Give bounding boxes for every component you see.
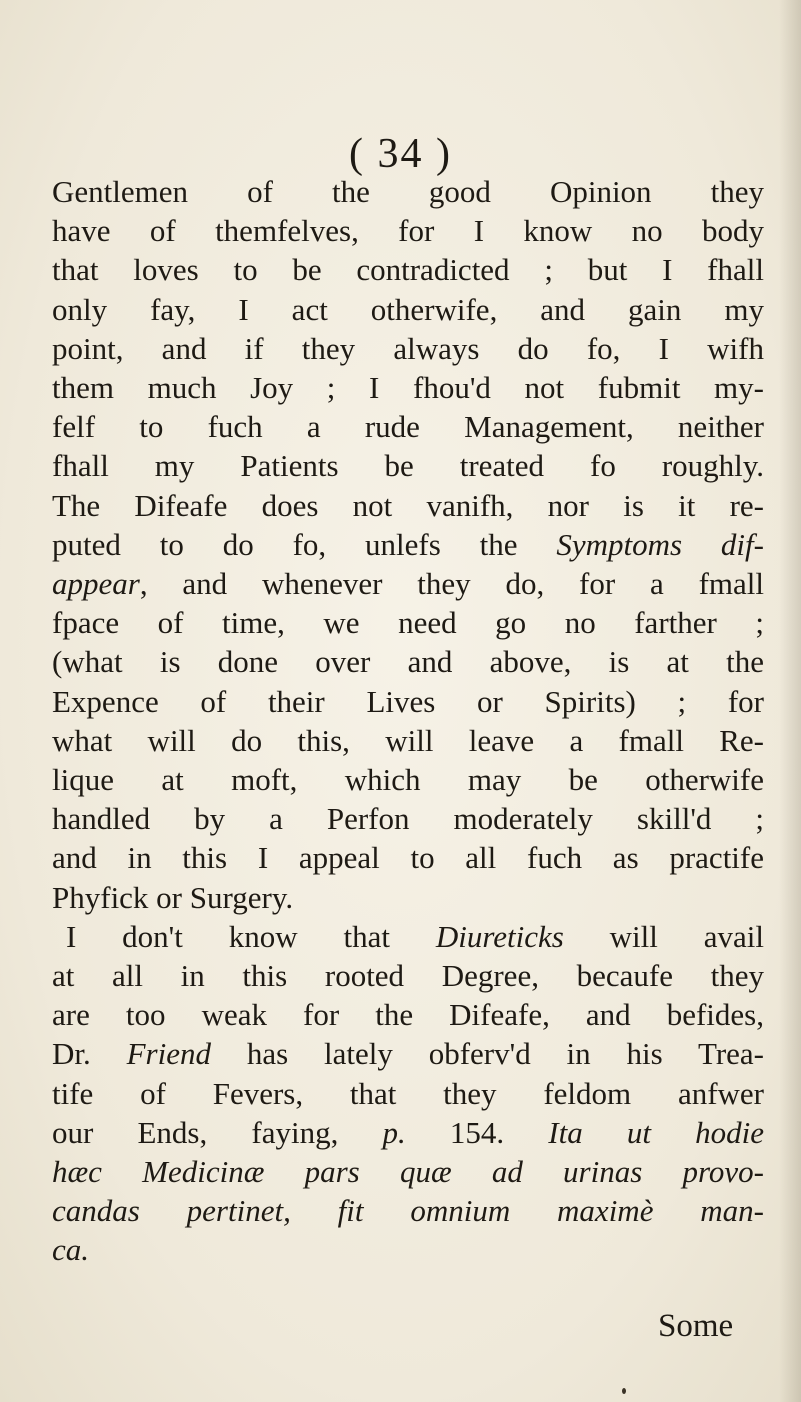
text-segment: Dr.: [52, 1036, 127, 1072]
text-line: and in this I appeal to all fuch as practife: [52, 840, 764, 876]
text-line: [52, 1034, 764, 1073]
text-segment: will avail: [563, 918, 764, 954]
text-line: have of themfelves, for I know no body: [52, 213, 764, 249]
text-line: [52, 1152, 764, 1191]
text-line: [52, 917, 764, 956]
italic-segment: Symptoms dif-: [556, 526, 764, 562]
italic-segment: ca.: [52, 1232, 90, 1268]
text-segment: has lately obferv'd in his Trea-: [210, 1036, 764, 1072]
text-line: lique at moft, which may be otherwife: [52, 762, 764, 798]
text-line: only fay, I act otherwife, and gain my: [52, 291, 764, 327]
text-line: [52, 1230, 764, 1269]
text-line: point, and if they always do fo, I wifh: [52, 330, 764, 366]
italic-segment: Friend: [126, 1036, 211, 1072]
text-line: [52, 1113, 764, 1152]
text-line: [52, 564, 764, 603]
ink-speck: [622, 1388, 626, 1394]
text-line: (what is done over and above, is at the: [52, 644, 764, 680]
text-line: Gentlemen of the good Opinion they: [52, 174, 764, 209]
text-line: handled by a Perfon moderately skill'd ;: [52, 801, 764, 837]
text-line: at all in this rooted Degree, becaufe they: [52, 958, 764, 994]
catchword: Some: [658, 1308, 734, 1344]
text-segment: I don't know that: [66, 918, 436, 954]
italic-segment: Ita ut hodie: [548, 1114, 765, 1150]
text-segment: our Ends, faying,: [52, 1114, 383, 1150]
text-line: [52, 1191, 764, 1230]
italic-segment: Diureticks: [435, 918, 564, 954]
text-segment: puted to do fo, unlefs the: [52, 526, 557, 562]
text-line: Expence of their Lives or Spirits) ; for: [52, 683, 764, 719]
text-line: felf to fuch a rude Management, neither: [52, 409, 764, 445]
text-line: fhall my Patients be treated fo roughly.: [52, 448, 764, 484]
italic-segment: candas pertinet, fit omnium maximè man-: [52, 1193, 764, 1229]
italic-segment: hæc Medicinæ pars quæ ad urinas provo-: [52, 1154, 764, 1190]
text-segment: 154.: [405, 1114, 549, 1150]
text-line: them much Joy ; I fhou'd not fubmit my-: [52, 370, 764, 406]
text-segment: , and whenever they do, for a fmall: [139, 566, 764, 602]
italic-segment: p.: [382, 1114, 406, 1150]
page-number: ( 34 ): [349, 131, 452, 177]
text-line: are too weak for the Difeafe, and befides,: [52, 997, 764, 1033]
body-text: [52, 172, 764, 1270]
text-line: The Difeafe does not vanifh, nor is it re-: [52, 487, 764, 523]
text-line: [52, 525, 764, 564]
text-line: Phyfick or Surgery.: [52, 879, 294, 915]
italic-segment: appear: [52, 566, 140, 602]
text-line: fpace of time, we need go no farther ;: [52, 605, 764, 641]
page-edge-shadow: [779, 0, 801, 1402]
text-line: that loves to be contradicted ; but I fhall: [52, 252, 764, 288]
text-line: tife of Fevers, that they feldom anfwer: [52, 1075, 764, 1111]
text-line: what will do this, will leave a fmall Re-: [52, 722, 764, 758]
